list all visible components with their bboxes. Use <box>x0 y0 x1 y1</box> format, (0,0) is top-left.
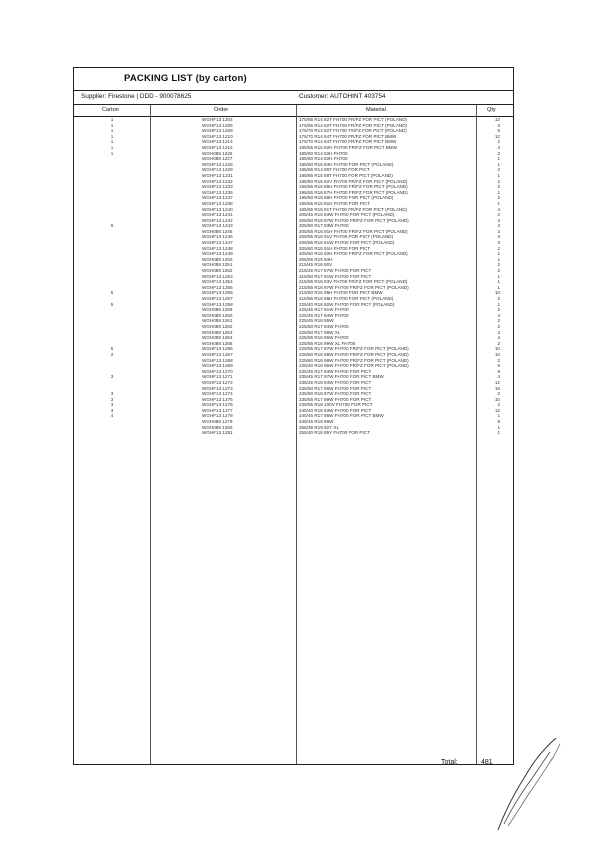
material-cell: 215/55 R16 93V FH700 FR/FZ FOR PICT (POLAND) <box>299 279 408 285</box>
qty-cell: 2 <box>497 391 500 397</box>
order-cell: WGHF13 1238 <box>202 200 233 206</box>
order-cell: WGHF13 1281 <box>202 430 233 436</box>
material-cell: 225/40 R18 92W FH700 FOR PICT (POLAND) <box>299 301 395 307</box>
material-cell: 215/65 R16 98H FH700 FOR PICT (POLAND) <box>299 296 394 301</box>
order-cell: WGHF13 1208 <box>202 128 233 134</box>
carton-cell: 1 <box>110 133 114 139</box>
column-header-material: Material <box>366 107 386 113</box>
order-cell: WGH088 1252 <box>202 268 233 274</box>
signature-mark <box>494 734 564 834</box>
qty-cell: 1 <box>497 251 500 257</box>
material-cell: 205/50 R17 93W FH700 <box>299 223 349 229</box>
order-cell: WGHF13 1269 <box>202 363 233 369</box>
material-cell: 185/65 R14 86T FH700 FOR PICT <box>299 167 370 173</box>
material-cell: 225/55 R16 95W FH700 <box>299 335 349 341</box>
order-cell: WGHF13 1276 <box>202 402 233 408</box>
order-cell: WGHF13 1247 <box>202 240 233 246</box>
material-cell: 225/60 R16 98W FH700 FR/FZ FOR PICT (POLAND) <box>299 351 409 357</box>
qty-cell: 1 <box>497 273 500 279</box>
carton-cell: 3 <box>110 396 114 402</box>
qty-cell: 12 <box>494 117 500 122</box>
material-cell: 215/55 R16 97W FH700 FR/FZ FOR PICT (POLAND) <box>299 284 409 290</box>
qty-cell: 2 <box>497 228 500 234</box>
table-header <box>74 105 513 117</box>
qty-cell: 4 <box>497 374 500 380</box>
order-cell: WGHF13 1242 <box>202 217 233 223</box>
order-cell: WGHF13 1236 <box>202 189 233 195</box>
order-cell: WGH088 1226 <box>202 150 233 156</box>
material-cell: 205/55 R16 91V FH700 FOR PICT (POLAND) <box>299 234 394 240</box>
material-cell: 175/65 R14 82T FH700 FR/FZ FOR PICT (POLAND) <box>299 122 408 128</box>
material-cell: 175/70 R14 84T FH700 FR/FZ FOR PICT BMW <box>299 139 397 145</box>
qty-cell: 2 <box>497 167 500 173</box>
qty-cell: 3 <box>497 234 500 240</box>
order-cell: WGHF13 1253 <box>202 273 233 279</box>
qty-cell: 2 <box>497 402 500 408</box>
customer-label: Customer: AUTOHINT 403754 <box>299 93 386 100</box>
order-cell: WGHF13 1246 <box>202 234 233 240</box>
qty-cell: 2 <box>497 245 500 251</box>
qty-cell: 2 <box>497 318 500 324</box>
qty-cell: 12 <box>494 407 500 413</box>
material-cell: 205/55 R16 91W FH700 FOR PICT (POLAND) <box>299 240 395 246</box>
material-cell: 225/55 R17 97W FH700 FR/FZ FOR PICT (POLAND) <box>299 346 409 352</box>
column-header-order: Order <box>214 107 229 113</box>
qty-cell: 1 <box>497 424 500 430</box>
material-cell: 185/60 R14 82H FH700 <box>299 156 348 162</box>
qty-cell: 1 <box>497 284 500 290</box>
material-cell: 235/50 R18 97W FH700 FOR PICT <box>299 391 372 397</box>
material-cell: 255/40 R18 95Y FH700 FOR PICT <box>299 430 370 436</box>
material-cell: 245/45 R18 96W <box>299 419 334 425</box>
order-cell: WGHF13 1249 <box>202 251 233 257</box>
qty-cell: 1 <box>497 279 500 285</box>
order-cell: WGH088 1264 <box>202 335 233 341</box>
material-cell: 235/55 R18 100V FH700 FOR PICT <box>299 402 373 408</box>
order-cell: WGHF13 1268 <box>202 357 233 363</box>
qty-cell: 1 <box>497 161 500 167</box>
material-cell: 235/40 R18 95W FH700 FR/FZ FOR PICT (POLAND) <box>299 363 409 369</box>
carton-cell: 5 <box>110 301 114 307</box>
order-cell: WGHF13 1266 <box>202 346 233 352</box>
order-cell: WGHF13 1240 <box>202 206 233 212</box>
order-cell: WGH088 1280 <box>202 424 233 430</box>
material-cell: 175/65 R14 82T FH700 FR/FZ FOR PICT (POLAND) <box>299 117 408 122</box>
packing-list-frame <box>73 67 514 765</box>
material-cell: 215/50 R17 91W FH700 FOR PICT <box>299 273 372 279</box>
qty-cell: 2 <box>497 262 500 268</box>
order-cell: WGHF13 1231 <box>202 172 233 178</box>
carton-cell: 2 <box>110 351 114 357</box>
qty-cell: 1 <box>497 430 500 436</box>
order-cell: WGHF13 1248 <box>202 245 233 251</box>
qty-cell: 2 <box>497 178 500 184</box>
material-cell: 235/45 R17 97W FH700 FOR PICT BMW <box>299 374 384 380</box>
qty-cell: 2 <box>497 268 500 274</box>
title-row <box>74 68 513 91</box>
material-cell: 215/60 R16 95H FH700 FOR PICT BMW <box>299 290 383 296</box>
material-cell: 185/65 R15 88T FH700 FOR PICT (POLAND) <box>299 172 393 178</box>
material-cell: 205/45 R16 83W FH700 FOR PICT (POLAND) <box>299 212 395 218</box>
order-cell: WGH088 1261 <box>202 318 233 324</box>
material-cell: 195/55 R16 87H FH700 FR/FZ FOR PICT (POLAND) <box>299 189 408 195</box>
carton-cell: 3 <box>110 374 114 380</box>
order-cell: WGHF13 1204 <box>202 117 233 122</box>
material-cell: 235/55 R17 99W FH700 FOR PICT <box>299 396 372 402</box>
qty-cell: 2 <box>497 307 500 313</box>
material-cell: 235/45 R17 94W FH700 FOR PICT <box>299 368 372 374</box>
qty-cell: 10 <box>494 290 500 296</box>
supplier-label: Supplier: Firestone | DDD - 900078625 <box>81 93 192 100</box>
qty-cell: 6 <box>497 363 500 369</box>
material-cell: 185/60 R14 82H FH700 <box>299 150 348 156</box>
material-cell: 225/45 R17 94W FH700 <box>299 312 349 318</box>
qty-cell: 3 <box>497 223 500 229</box>
qty-cell: 4 <box>497 312 500 318</box>
qty-cell: 10 <box>494 396 500 402</box>
qty-cell: 4 <box>497 144 500 150</box>
order-cell: WGH088 1265 <box>202 340 233 346</box>
material-cell: 225/45 R18 95W <box>299 318 334 324</box>
material-cell: 185/55 R15 82H FH700 FR/FZ FOR PICT BMW <box>299 144 397 150</box>
qty-cell: 6 <box>497 128 500 134</box>
material-cell: 205/60 R15 91H FH700 FOR PICT <box>299 245 371 251</box>
order-cell: WGHF13 1278 <box>202 413 233 419</box>
order-cell: WGH088 1259 <box>202 307 233 313</box>
qty-cell: 2 <box>497 296 500 301</box>
carton-cell: 1 <box>110 139 114 145</box>
order-cell: WGH088 1245 <box>202 228 233 234</box>
page-title: PACKING LIST (by carton) <box>124 73 247 84</box>
order-cell: WGH088 1250 <box>202 256 233 262</box>
material-cell: 245/45 R17 95W FH700 FOR PICT BMW <box>299 413 384 419</box>
order-cell: WGHF13 1232 <box>202 178 233 184</box>
order-cell: WGHF13 1273 <box>202 385 233 391</box>
qty-cell: 12 <box>494 133 500 139</box>
order-cell: WGHF13 1267 <box>202 351 233 357</box>
carton-cell: 1 <box>110 122 114 128</box>
qty-cell: 8 <box>497 419 500 425</box>
order-cell: WGH088 1263 <box>202 329 233 335</box>
material-cell: 205/55 R16 91H FH700 FR/FZ FOR PICT (POLAND) <box>299 228 408 234</box>
qty-cell: 4 <box>497 335 500 341</box>
material-cell: 225/50 R17 94W FH700 <box>299 323 349 329</box>
qty-cell: 12 <box>494 379 500 385</box>
order-cell: WGHF13 1257 <box>202 296 233 301</box>
qty-cell: 2 <box>497 139 500 145</box>
order-cell: WGH088 1262 <box>202 323 233 329</box>
total-value: 481 <box>481 759 493 766</box>
qty-cell: 1 <box>497 156 500 162</box>
carton-cell: 3 <box>110 407 114 413</box>
material-cell: 205/65 R15 94H <box>299 256 333 262</box>
material-cell: 225/50 R17 98W XL <box>299 329 341 335</box>
order-cell: WGHF13 1272 <box>202 379 233 385</box>
order-cell: WGHF13 1274 <box>202 391 233 397</box>
order-cell: WGHF13 1237 <box>202 195 233 201</box>
qty-cell: 3 <box>497 122 500 128</box>
order-cell: WGHF13 1214 <box>202 139 233 145</box>
material-cell: 205/60 R16 92H FH700 FR/FZ FOR PICT (POLAND) <box>299 251 408 257</box>
qty-cell: 2 <box>497 150 500 156</box>
column-header-carton: Carton <box>102 107 119 113</box>
order-cell: WGHF13 1233 <box>202 184 233 190</box>
carton-cell: 3 <box>110 391 114 397</box>
carton-cell: 4 <box>110 413 114 419</box>
material-cell: 225/60 R16 98W FH700 FR/FZ FOR PICT (POLAND) <box>299 357 409 363</box>
order-cell: WGHF13 1228 <box>202 161 233 167</box>
material-cell: 235/45 R18 94W FH700 FOR PICT <box>299 379 372 385</box>
qty-cell: 10 <box>494 351 500 357</box>
order-cell: WGHF13 1258 <box>202 301 233 307</box>
material-cell: 245/40 R18 93W FH700 FOR PICT <box>299 407 372 413</box>
qty-cell: 1 <box>497 301 500 307</box>
material-cell: 215/45 R16 90V <box>299 262 333 268</box>
qty-cell: 2 <box>497 184 500 190</box>
carton-cell: 1 <box>110 150 114 156</box>
qty-cell: 1 <box>497 256 500 262</box>
qty-cell: 1 <box>497 200 500 206</box>
order-cell: WGHF13 1277 <box>202 407 233 413</box>
qty-cell: 6 <box>497 368 500 374</box>
material-cell: 225/45 R17 91W FH700 <box>299 307 349 313</box>
order-cell: WGHF13 1241 <box>202 212 233 218</box>
qty-cell: 4 <box>497 206 500 212</box>
material-cell: 185/60 R15 84H FH700 FOR PICT (POLAND) <box>299 161 394 167</box>
material-cell: 175/70 R14 84T FH700 FR/FZ FOR PICT BMW <box>299 133 397 139</box>
order-cell: WGH088 1227 <box>202 156 233 162</box>
order-cell: WGHF13 1275 <box>202 396 233 402</box>
order-cell: WGHF13 1229 <box>202 167 233 173</box>
material-cell: 255/35 R19 92Y XL <box>299 424 340 430</box>
order-cell: WGHF13 1256 <box>202 290 233 296</box>
order-cell: WGH088 1260 <box>202 312 233 318</box>
total-label: Total: <box>441 759 458 766</box>
order-cell: WGHF13 1210 <box>202 133 233 139</box>
qty-cell: 2 <box>497 357 500 363</box>
order-cell: WGHF13 1243 <box>202 223 233 229</box>
carton-cell: 1 <box>110 144 114 150</box>
material-cell: 195/65 R15 91H FH700 FOR PICT <box>299 200 371 206</box>
material-cell: 205/50 R16 87W FH700 FR/FZ FOR PICT (POLAND) <box>299 217 409 223</box>
order-cell: WGHF13 1271 <box>202 374 233 380</box>
qty-cell: 2 <box>497 340 500 346</box>
material-cell: 195/50 R15 82V FH700 FR/FZ FOR PICT (POLAND) <box>299 178 408 184</box>
order-cell: WGHF13 1214 <box>202 144 233 150</box>
qty-cell: 16 <box>494 385 500 391</box>
order-cell: WGHF13 1254 <box>202 279 233 285</box>
material-cell: 215/45 R17 87W FH700 FOR PICT <box>299 268 372 274</box>
qty-cell: 1 <box>497 172 500 178</box>
carton-cell: 1 <box>110 128 114 134</box>
order-cell: WGH088 1251 <box>202 262 233 268</box>
party-info-row <box>74 90 513 105</box>
qty-cell: 2 <box>497 212 500 218</box>
qty-cell: 3 <box>497 240 500 246</box>
table-row <box>74 430 513 436</box>
material-cell: 195/55 R15 85H FH700 FR/FZ FOR PICT (POLAND) <box>299 184 408 190</box>
material-cell: 175/70 R13 82T FH700 TS/FZ FOR PICT (POLAND) <box>299 128 407 134</box>
order-cell: WGH088 1279 <box>202 419 233 425</box>
qty-cell: 4 <box>497 217 500 223</box>
material-cell: 195/65 R15 91T FH700 FR/FZ FOR PICT (POLAND) <box>299 206 408 212</box>
qty-cell: 2 <box>497 323 500 329</box>
material-cell: 225/55 R16 99W XL FH700 <box>299 340 356 346</box>
column-header-qty: Qty <box>487 107 496 113</box>
qty-cell: 2 <box>497 329 500 335</box>
carton-cell: 5 <box>110 346 114 352</box>
qty-cell: 1 <box>497 413 500 419</box>
order-cell: WGHF13 1255 <box>202 284 233 290</box>
table-body <box>74 117 513 436</box>
material-cell: 195/60 R15 88H FH700 FOR PICT (POLAND) <box>299 195 394 201</box>
carton-cell: 3 <box>110 402 114 408</box>
order-cell: WGHF13 1270 <box>202 368 233 374</box>
carton-cell: 6 <box>110 223 114 229</box>
order-cell: WGHF13 1205 <box>202 122 233 128</box>
qty-cell: 10 <box>494 346 500 352</box>
qty-cell: 1 <box>497 189 500 195</box>
material-cell: 235/50 R17 96W FH700 FOR PICT <box>299 385 372 391</box>
carton-cell: 1 <box>110 117 114 122</box>
carton-cell: 5 <box>110 290 114 296</box>
qty-cell: 2 <box>497 195 500 201</box>
